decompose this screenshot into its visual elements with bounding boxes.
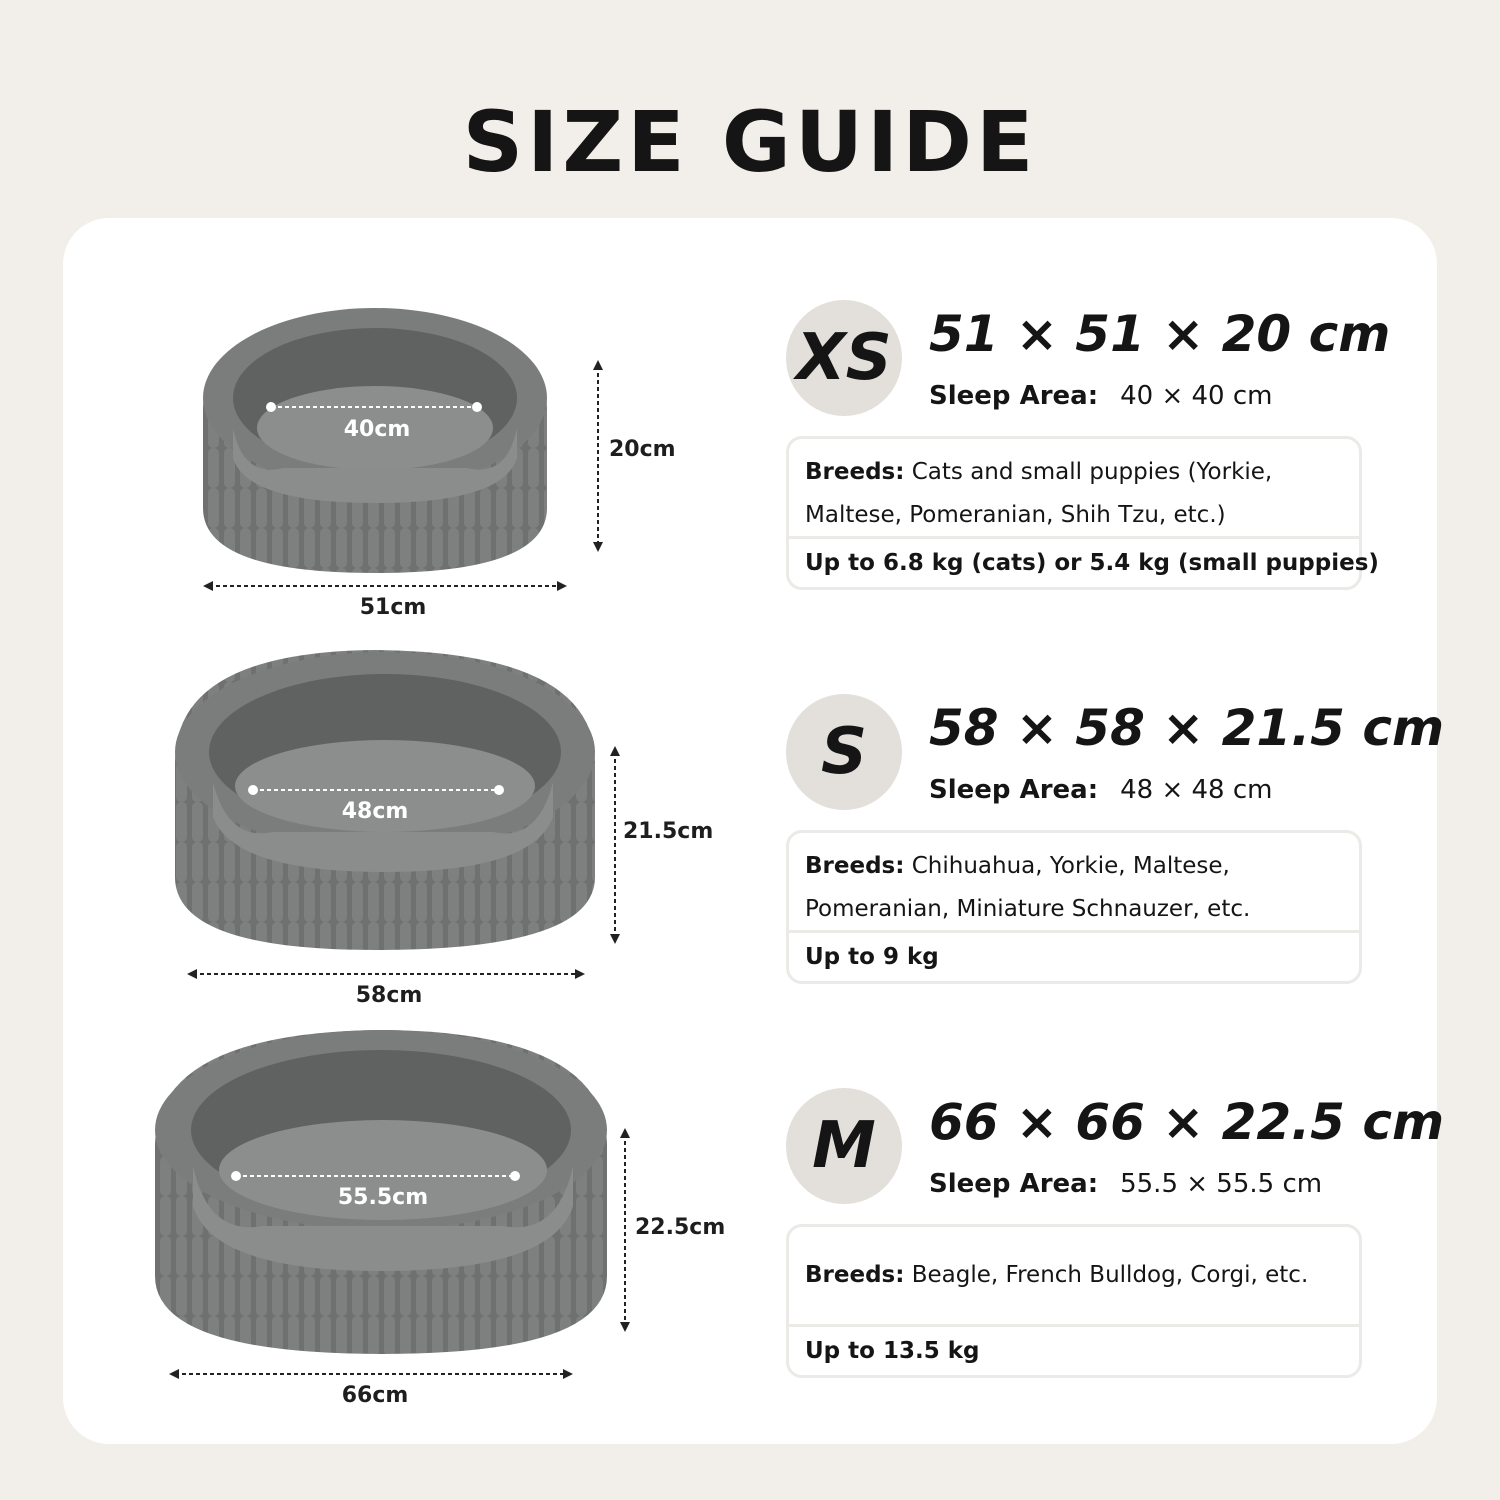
size-row-m: [63, 1076, 1445, 1466]
bed-illustration-m: [63, 1076, 763, 1466]
weight-limit-s: Up to 9 kg: [789, 930, 1359, 981]
bed-illustration-s: [63, 682, 763, 1072]
sleep-area-value: 55.5 × 55.5 cm: [1120, 1169, 1323, 1199]
inner-label-s: 48cm: [341, 799, 409, 824]
dimensions-xs: 51 × 51 × 20 cm: [929, 305, 1391, 363]
width-label-m: 66cm: [341, 1383, 409, 1408]
sleep-area-value: 40 × 40 cm: [1120, 381, 1273, 411]
height-label-m: 22.5cm: [635, 1215, 726, 1240]
page-title: SIZE GUIDE: [462, 93, 1038, 191]
sleep-area-xs: [929, 380, 1272, 412]
height-label-s: 21.5cm: [623, 819, 714, 844]
sleep-area-s: [929, 774, 1272, 806]
sleep-area-label: Sleep Area:: [929, 1169, 1099, 1199]
breeds-xs: [789, 439, 1359, 536]
inner-label-xs: 40cm: [343, 417, 411, 442]
sleep-area-value: 48 × 48 cm: [1120, 775, 1273, 805]
breed-info-box-m: [786, 1224, 1362, 1378]
breeds-label: Breeds:: [805, 853, 905, 879]
breeds-label: Breeds:: [805, 1262, 905, 1288]
sleep-area-label: Sleep Area:: [929, 775, 1099, 805]
breeds-value: Chihuahua, Yorkie, Maltese, Pomeranian, Miniature Schnauzer, etc.: [805, 853, 1251, 922]
width-label-s: 58cm: [355, 983, 423, 1008]
sleep-area-m: [929, 1168, 1322, 1200]
dimensions-s: 58 × 58 × 21.5 cm: [929, 699, 1445, 757]
size-guide-panel: [63, 218, 1445, 1444]
height-label-xs: 20cm: [609, 437, 676, 462]
size-row-s: [63, 682, 1445, 1072]
weight-limit-xs: Up to 6.8 kg (cats) or 5.4 kg (small puppies): [789, 536, 1359, 587]
bed-illustration-xs: [63, 288, 763, 678]
size-badge-s: S: [786, 694, 902, 810]
breed-info-box-xs: [786, 436, 1379, 590]
dimensions-m: 66 × 66 × 22.5 cm: [929, 1093, 1445, 1151]
width-label-xs: 51cm: [359, 595, 427, 620]
breeds-m: [789, 1227, 1359, 1324]
breeds-value: Cats and small puppies (Yorkie, Maltese, Pomeranian, Shih Tzu, etc.): [805, 459, 1273, 528]
size-badge-xs: XS: [786, 300, 902, 416]
size-row-xs: [63, 288, 1437, 678]
size-badge-m: M: [786, 1088, 902, 1204]
breeds-s: [789, 833, 1359, 930]
breeds-label: Breeds:: [805, 459, 905, 485]
sleep-area-label: Sleep Area:: [929, 381, 1099, 411]
inner-label-m: 55.5cm: [337, 1185, 429, 1210]
breeds-value: Beagle, French Bulldog, Corgi, etc.: [911, 1262, 1309, 1288]
weight-limit-m: Up to 13.5 kg: [789, 1324, 1359, 1375]
breed-info-box-s: [786, 830, 1362, 984]
